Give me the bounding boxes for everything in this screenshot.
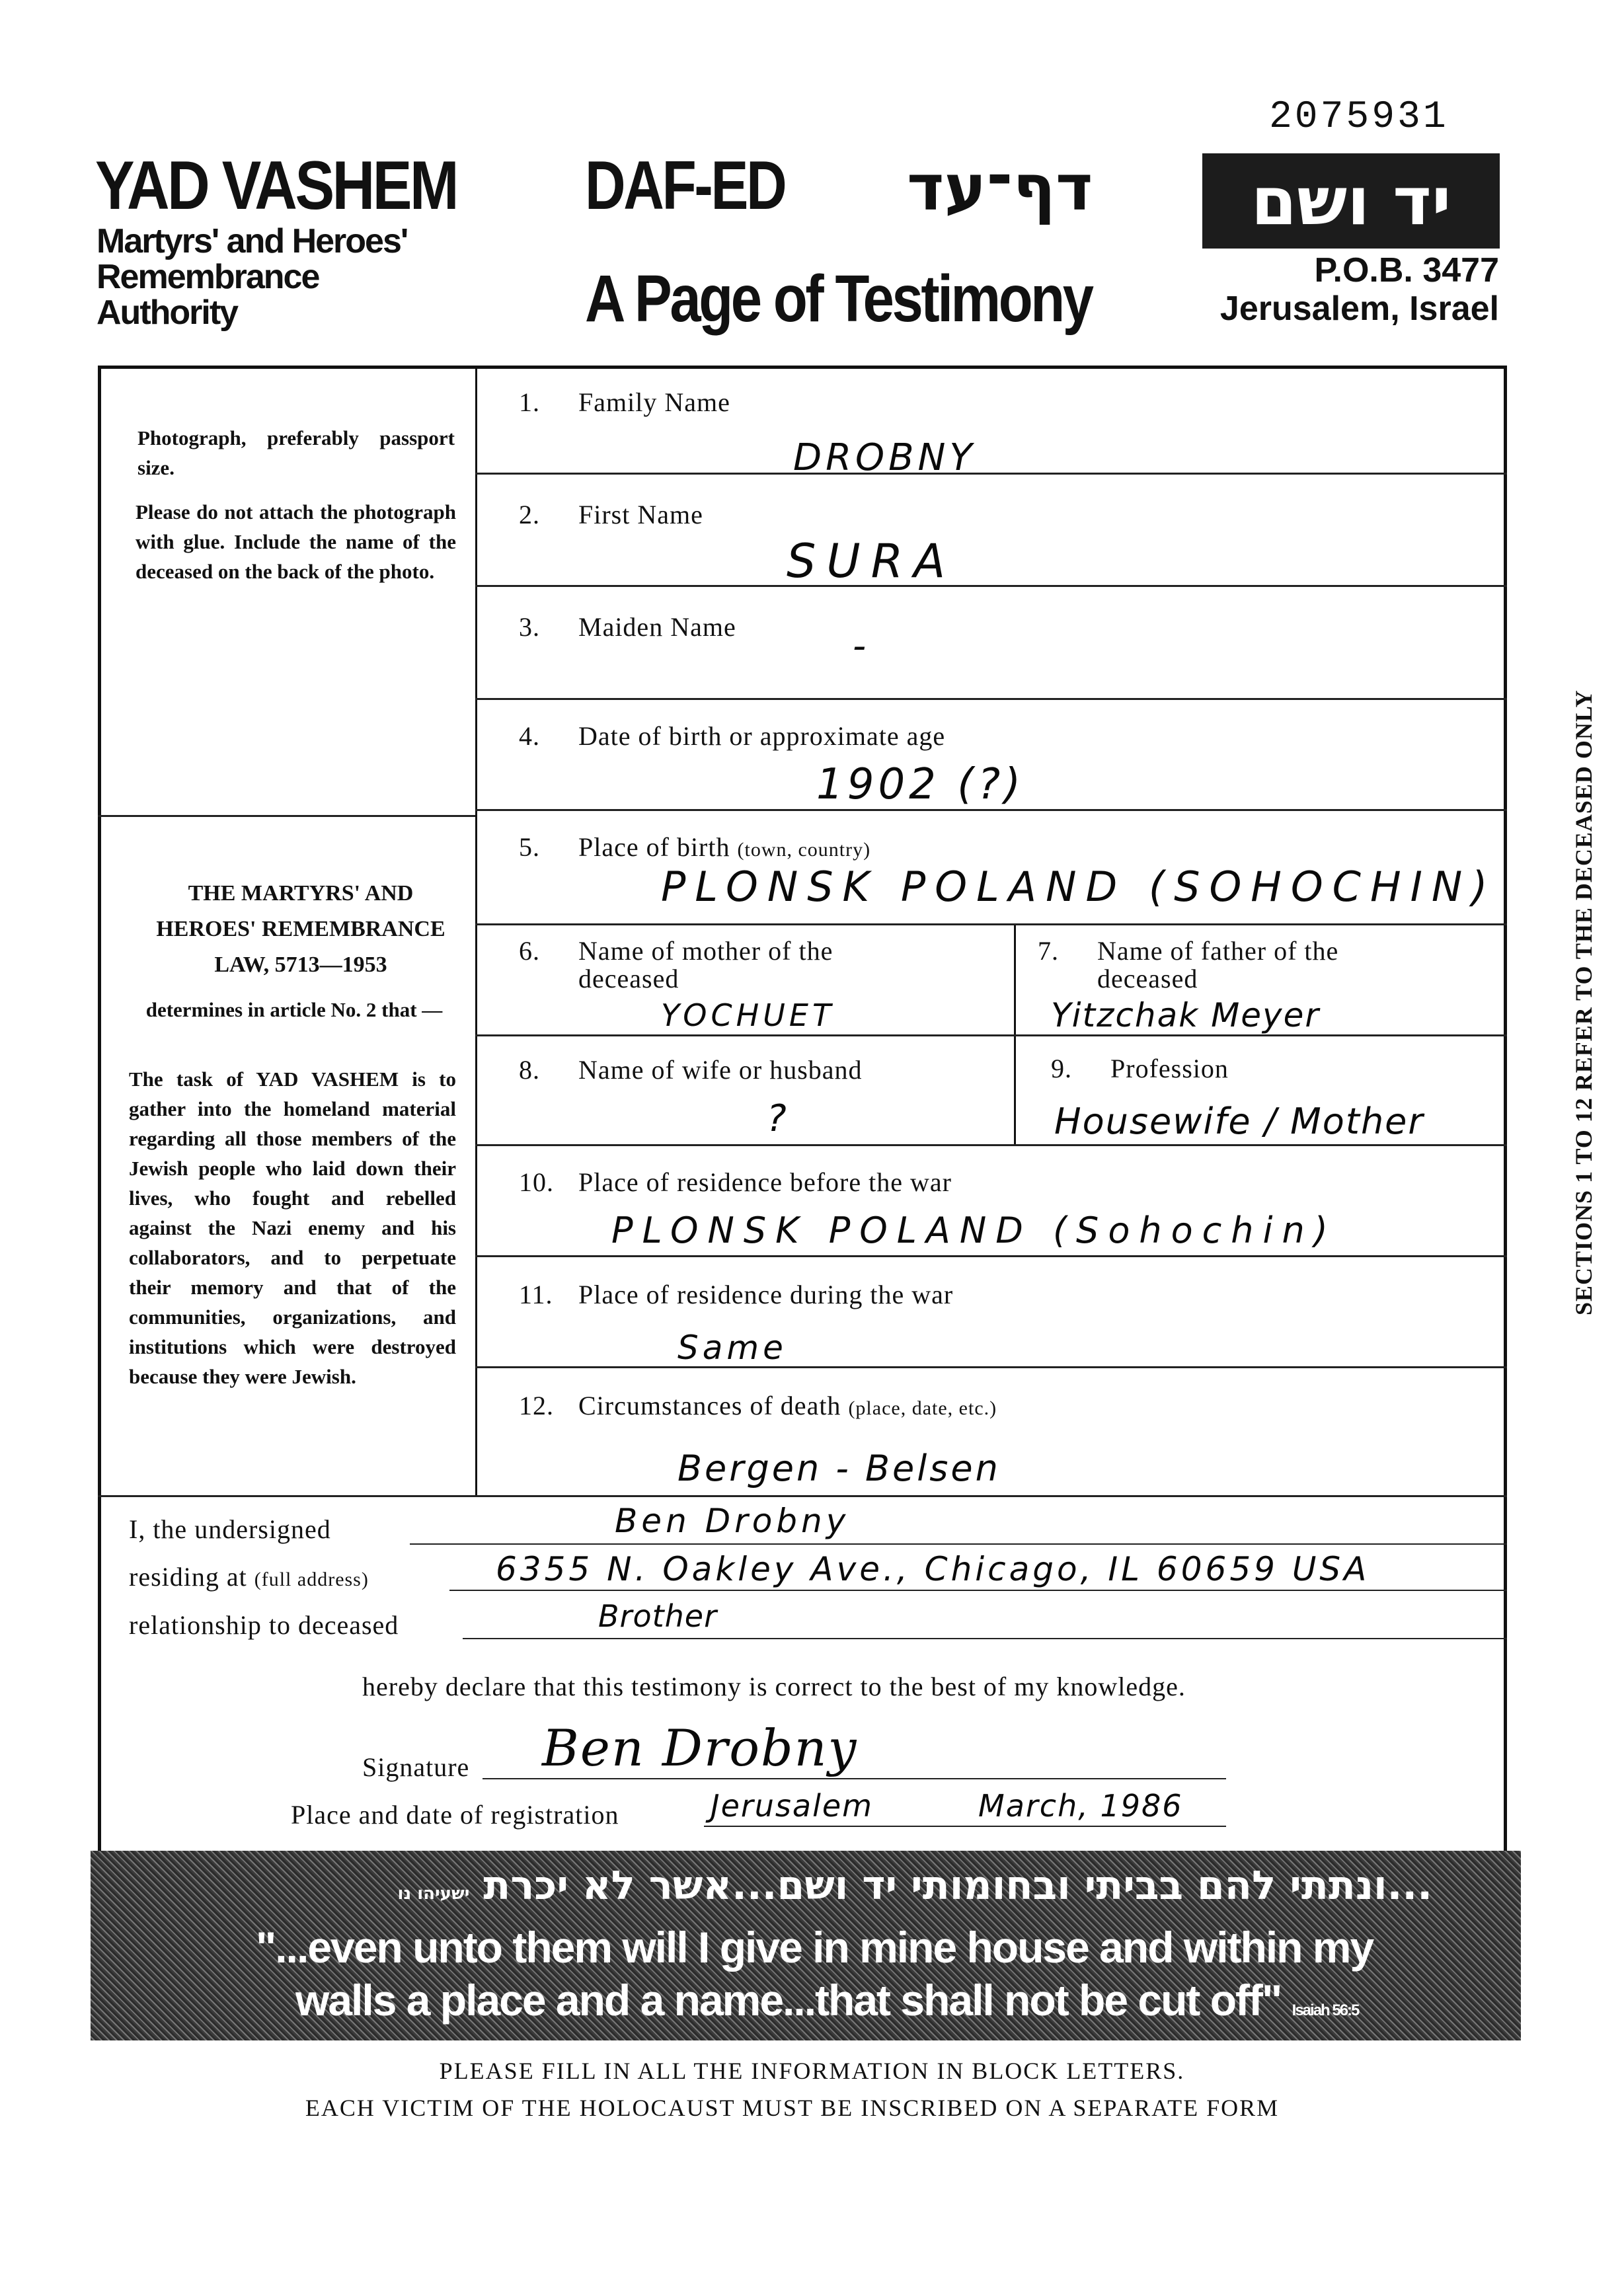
field-label-date-of-birth: 4. Date of birth or approximate age [519, 721, 946, 751]
form-title: A Page of Testimony [585, 262, 1092, 336]
field-label-circumstances-of-death: 12. Circumstances of death (place, date, etc.) [519, 1391, 997, 1420]
banner-english-line2: walls a place and a name...that shall not be cut off" Isaiah 56:5 [295, 1976, 1359, 2025]
footer-instruction-1: PLEASE FILL IN ALL THE INFORMATION IN BLOCK LETTERS. [439, 2058, 1185, 2084]
relationship-label: relationship to deceased [129, 1610, 399, 1640]
residence-during-war-value: Same [677, 1329, 787, 1367]
photo-note: Please do not attach the photograph with glue. Include the name of the deceased on the back of the photo. [135, 500, 456, 583]
column-divider [475, 366, 477, 1496]
org-subtitle-line: Martyrs' and Heroes' [97, 222, 408, 260]
father-name-value: Yitzchak Meyer [1051, 996, 1320, 1034]
place-date-label: Place and date of registration [291, 1800, 619, 1830]
law-text: The task of YAD VASHEM is to gather into the homeland material regarding all those members of the Jewish people who laid down their lives, who fought and rebelled against the Nazi enemy and his collaborators, and to perpetuate their memory and that of the communities, organizations, and institutions which were destroyed because they were Jewish. [129, 1067, 456, 1388]
field-label-family-name: 1. Family Name [519, 387, 730, 417]
row-divider [475, 1034, 1507, 1036]
field-label-mother-name: 6. Name of mother of the deceased [519, 936, 833, 993]
relationship-line [463, 1638, 1507, 1639]
maiden-name-value: - [853, 625, 870, 668]
photo-title: Photograph, preferably passport size. [137, 426, 455, 479]
footer-instruction-2: EACH VICTIM OF THE HOLOCAUST MUST BE INSCRIBED ON A SEPARATE FORM [305, 2095, 1280, 2121]
city: Jerusalem, Israel [1219, 290, 1499, 328]
residing-label: residing at (full address) [129, 1562, 369, 1592]
banner-hebrew-quote: ...ונתתי להם בביתי ובחומותי יד ושם...אשר לא יכרת ישעיהו נו [397, 1863, 1432, 1909]
field-label-maiden-name: 3. Maiden Name [519, 612, 736, 642]
family-name-value: DROBNY [793, 436, 976, 479]
undersigned-line [410, 1543, 1507, 1545]
field-label-profession: 9. Profession [1051, 1054, 1229, 1083]
org-name: YAD VASHEM [95, 147, 457, 224]
row-divider [475, 698, 1507, 700]
place-date-line [704, 1826, 1226, 1827]
registration-date-value: March, 1986 [978, 1788, 1183, 1824]
row-divider [475, 923, 1507, 925]
field-label-first-name: 2. First Name [519, 500, 703, 529]
registration-place-value: Jerusalem [711, 1788, 873, 1824]
row-divider [98, 1495, 1507, 1497]
serial-number: 2075931 [1269, 96, 1449, 139]
circumstances-of-death-value: Bergen - Belsen [677, 1448, 1001, 1489]
daf-ed-title: DAF-ED [585, 147, 785, 224]
undersigned-label: I, the undersigned [129, 1514, 331, 1544]
signature-line [483, 1778, 1226, 1779]
residing-line [449, 1590, 1507, 1591]
org-subtitle-line: Remembrance [97, 258, 319, 296]
org-subtitle [97, 223, 407, 330]
law-determines: determines in article No. 2 that — [145, 998, 443, 1021]
law-title: THE MARTYRS' AND HEROES' REMEMBRANCE LAW, 5713—1953 [156, 881, 445, 977]
daf-ed-hebrew: דף־עד [907, 151, 1093, 225]
side-note: SECTIONS 1 TO 12 REFER TO THE DECEASED ONLY [1570, 689, 1597, 1315]
residing-value: 6355 N. Oakley Ave., Chicago, IL 60659 USA [496, 1550, 1370, 1588]
field-label-residence-before-war: 10. Place of residence before the war [519, 1167, 952, 1197]
row-divider [475, 1366, 1507, 1368]
quote-banner [91, 1851, 1521, 2040]
signature-value: Ben Drobny [542, 1719, 858, 1777]
row-divider [475, 809, 1507, 811]
first-name-value: SURA [787, 534, 956, 588]
date-of-birth-value: 1902 (?) [816, 760, 1025, 809]
field-label-residence-during-war: 11. Place of residence during the war [519, 1280, 954, 1309]
banner-english-line1: "...even unto them will I give in mine house and within my [256, 1923, 1373, 1972]
place-of-birth-value: PLONSK POLAND (SOHOCHIN) [661, 863, 1497, 911]
row-divider [475, 585, 1507, 587]
declaration-statement: hereby declare that this testimony is correct to the best of my knowledge. [362, 1672, 1186, 1701]
po-box: P.O.B. 3477 [1314, 251, 1499, 290]
signature-label: Signature [362, 1752, 470, 1782]
yad-vashem-logo: יד ושם [1202, 153, 1500, 249]
field-label-spouse-name: 8. Name of wife or husband [519, 1055, 863, 1085]
row-divider [475, 1255, 1507, 1257]
field-label-father-name: 7. Name of father of the deceased [1038, 936, 1339, 993]
row-divider [475, 473, 1507, 475]
row-divider [475, 1144, 1507, 1146]
mother-name-value: YOCHUET [661, 997, 835, 1033]
address-block [1220, 251, 1499, 328]
residence-before-war-value: PLONSK POLAND (Sohochin) [611, 1210, 1337, 1251]
field-label-place-of-birth: 5. Place of birth (town, country) [519, 832, 871, 862]
spouse-name-value: ? [767, 1097, 791, 1140]
profession-value: Housewife / Mother [1054, 1101, 1424, 1142]
undersigned-value: Ben Drobny [615, 1502, 850, 1540]
org-subtitle-line: Authority [97, 293, 238, 332]
relationship-value: Brother [598, 1598, 718, 1634]
left-panel-divider [98, 815, 475, 817]
